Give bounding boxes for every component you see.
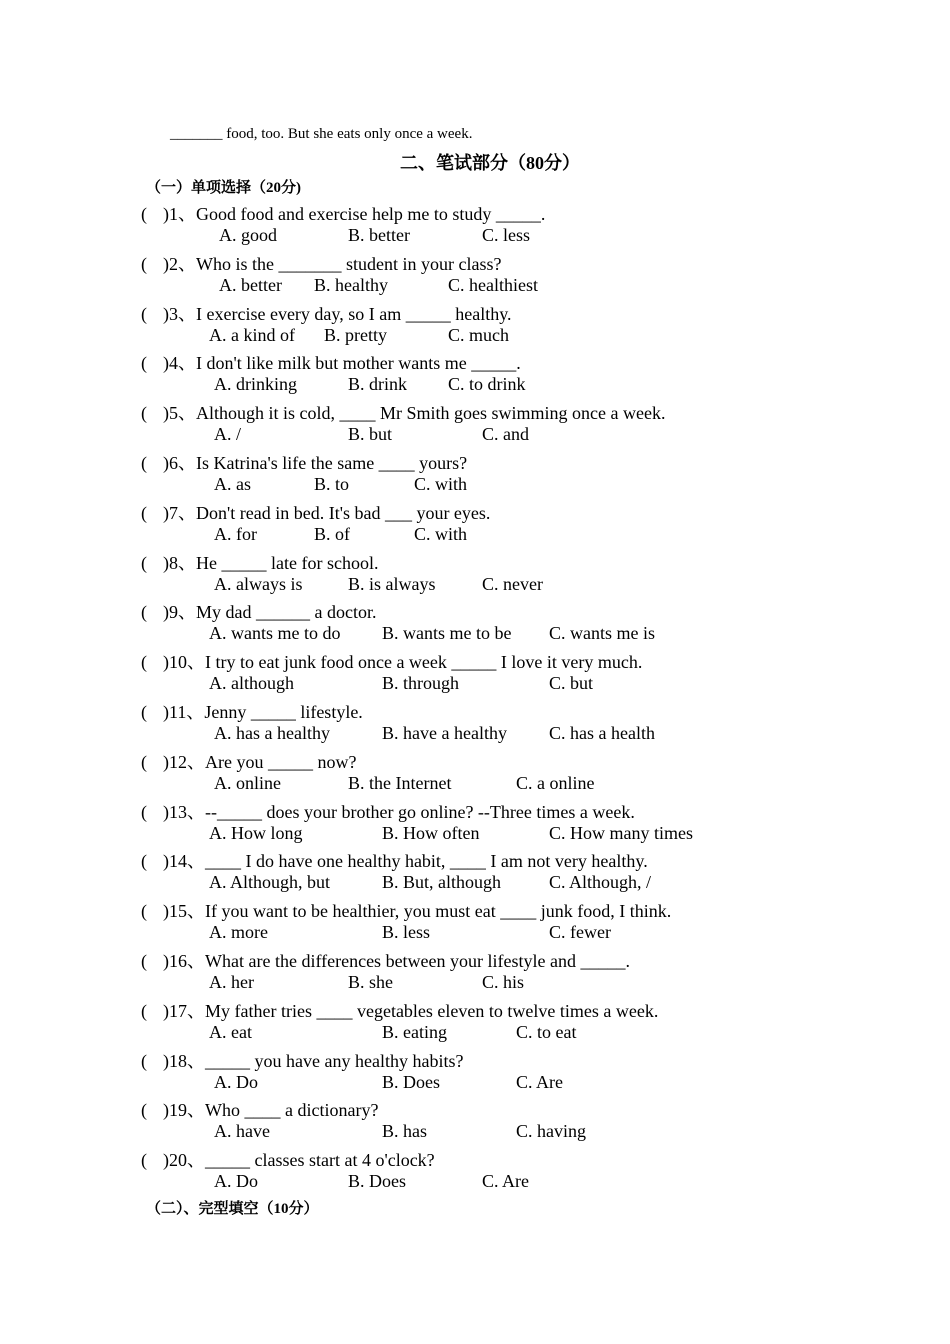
option-a: A. as	[214, 474, 251, 494]
question-number: )4、	[163, 353, 196, 374]
question-text: Good food and exercise help me to study _____.	[196, 204, 546, 224]
option-c: C. his	[482, 972, 525, 992]
question-text: _____ you have any healthy habits?	[205, 1050, 464, 1071]
answer-bracket[interactable]: (	[141, 801, 147, 822]
option-a: A. good	[219, 225, 277, 245]
option-c: C. and	[482, 424, 529, 445]
option-c: C. Are	[482, 1171, 529, 1192]
question-text: ____ I do have one healthy habit, ____ I am not very healthy.	[205, 851, 648, 872]
option-b: B. has	[382, 1121, 427, 1142]
question-20	[141, 1146, 435, 1172]
question-number: )14、	[163, 851, 205, 872]
option-b: B. less	[382, 922, 431, 943]
question-3	[141, 300, 512, 326]
option-a: A. Do	[214, 1071, 258, 1092]
option-c: C. to drink	[448, 374, 526, 395]
question-number: )7、	[163, 502, 196, 523]
option-c: C. never	[482, 573, 543, 594]
answer-bracket[interactable]: (	[141, 204, 147, 224]
option-a: A. have	[214, 1121, 270, 1142]
answer-bracket[interactable]: (	[141, 702, 147, 722]
option-c: C. a online	[516, 772, 595, 793]
option-a: A. drinking	[214, 374, 297, 395]
question-text: If you want to be healthier, you must eat ____ junk food, I think.	[205, 901, 672, 922]
option-c: C. less	[482, 225, 531, 245]
option-a: A. How long	[209, 822, 303, 843]
answer-bracket[interactable]: (	[141, 951, 147, 971]
option-a: A. always is	[214, 573, 303, 594]
question-number: )19、	[163, 1100, 205, 1121]
question-text: Is Katrina's life the same ____ yours?	[196, 453, 468, 473]
option-b: B. she	[348, 972, 393, 992]
question-11	[141, 698, 363, 724]
option-b: B. drink	[348, 374, 408, 395]
answer-bracket[interactable]: (	[141, 901, 147, 922]
question-15	[141, 897, 671, 923]
question-4	[141, 349, 521, 375]
answer-bracket[interactable]: (	[141, 253, 147, 274]
question-12	[141, 748, 356, 774]
option-a: A. better	[219, 274, 282, 295]
question-2	[141, 250, 501, 276]
option-b: B. eating	[382, 1021, 447, 1042]
option-a: A. more	[209, 922, 268, 943]
answer-bracket[interactable]: (	[141, 453, 147, 473]
part2-title: （二）、完型填空（10分）	[146, 1201, 319, 1217]
option-b: B. How often	[382, 822, 480, 843]
option-b: B. of	[314, 523, 350, 544]
option-a: A. Although, but	[209, 872, 331, 893]
option-c: C. with	[414, 523, 468, 544]
answer-bracket[interactable]: (	[141, 602, 147, 623]
carryover-line: _______ food, too. But she eats only once a week.	[170, 126, 473, 142]
answer-bracket[interactable]: (	[141, 652, 147, 673]
option-a: A. wants me to do	[209, 623, 341, 644]
question-17	[141, 997, 658, 1023]
question-text: He _____ late for school.	[196, 552, 379, 573]
question-text: Who is the _______ student in your class?	[196, 253, 502, 274]
question-6	[141, 449, 467, 475]
question-text: _____ classes start at 4 o'clock?	[205, 1150, 435, 1171]
question-number: )1、	[163, 204, 196, 224]
answer-bracket[interactable]: (	[141, 502, 147, 523]
option-b: B. to	[314, 474, 350, 494]
section-title: 二、笔试部分（80分）	[400, 153, 580, 173]
question-number: )6、	[163, 453, 196, 473]
question-number: )16、	[163, 951, 205, 971]
option-b: B. But, although	[382, 872, 502, 893]
question-number: )3、	[163, 303, 196, 324]
option-c: C. wants me is	[549, 623, 655, 644]
option-c: C. How many times	[549, 822, 693, 843]
question-number: )9、	[163, 602, 196, 623]
question-number: )15、	[163, 901, 205, 922]
question-number: )5、	[163, 403, 196, 424]
question-number: )17、	[163, 1000, 205, 1021]
option-b: B. healthy	[314, 274, 388, 295]
question-7	[141, 499, 490, 525]
question-16	[141, 947, 630, 973]
option-b: B. wants me to be	[382, 623, 512, 644]
question-text: Who ____ a dictionary?	[205, 1100, 379, 1121]
option-c: C. but	[549, 673, 594, 694]
question-10	[141, 648, 642, 674]
option-a: A. Do	[214, 1171, 258, 1192]
option-a: A. her	[209, 972, 254, 992]
question-14	[141, 847, 648, 873]
question-text: My father tries ____ vegetables eleven to twelve times a week.	[205, 1000, 659, 1021]
question-text: Jenny _____ lifestyle.	[204, 702, 363, 722]
answer-bracket[interactable]: (	[141, 303, 147, 324]
option-c: C. Although, /	[549, 872, 652, 893]
option-b: B. is always	[348, 573, 436, 594]
question-number: )10、	[163, 652, 205, 673]
option-b: B. have a healthy	[382, 723, 507, 743]
option-a: A. a kind of	[209, 324, 295, 345]
question-text: My dad ______ a doctor.	[196, 602, 377, 623]
option-b: B. Does	[348, 1171, 406, 1192]
option-a: A. eat	[209, 1021, 252, 1042]
question-text: --_____ does your brother go online? --Three times a week.	[205, 801, 635, 822]
answer-bracket[interactable]: (	[141, 403, 147, 424]
question-text: I try to eat junk food once a week _____ I love it very much.	[205, 652, 643, 673]
answer-bracket[interactable]: (	[141, 1150, 147, 1171]
question-number: )8、	[163, 552, 196, 573]
question-number: )20、	[163, 1150, 205, 1171]
option-c: C. much	[448, 324, 509, 345]
option-a: A. /	[214, 424, 241, 445]
question-9	[141, 598, 376, 624]
question-number: )11、	[163, 702, 205, 722]
question-number: )2、	[163, 253, 196, 274]
question-19	[141, 1096, 378, 1122]
question-text: I exercise every day, so I am _____ healthy.	[196, 303, 512, 324]
answer-bracket[interactable]: (	[141, 552, 147, 573]
option-c: C. to eat	[516, 1021, 577, 1042]
option-b: B. but	[348, 424, 393, 445]
question-text: What are the differences between your lifestyle and _____.	[205, 951, 630, 971]
answer-bracket[interactable]: (	[141, 353, 147, 374]
option-b: B. pretty	[324, 324, 387, 345]
option-b: B. through	[382, 673, 460, 694]
option-c: C. healthiest	[448, 274, 538, 295]
option-c: C. with	[414, 474, 468, 494]
option-b: B. better	[348, 225, 410, 245]
question-number: )12、	[163, 751, 205, 772]
question-text: I don't like milk but mother wants me _____.	[196, 353, 521, 374]
option-a: A. online	[214, 772, 281, 793]
question-13	[141, 798, 635, 824]
answer-bracket[interactable]: (	[141, 851, 147, 872]
question-1	[141, 200, 545, 226]
question-5	[141, 399, 665, 425]
question-text: Don't read in bed. It's bad ___ your eyes.	[196, 502, 491, 523]
option-b: B. the Internet	[348, 772, 452, 793]
answer-bracket[interactable]: (	[141, 751, 147, 772]
option-c: C. fewer	[549, 922, 611, 943]
option-c: C. Are	[516, 1071, 563, 1092]
option-c: C. having	[516, 1121, 586, 1142]
question-number: )13、	[163, 801, 205, 822]
question-number: )18、	[163, 1050, 205, 1071]
part1-title: （一）单项选择（20分)	[146, 180, 301, 196]
option-a: A. has a healthy	[214, 723, 330, 743]
option-c: C. has a health	[549, 723, 655, 743]
question-18	[141, 1047, 463, 1073]
question-text: Are you _____ now?	[205, 751, 357, 772]
answer-bracket[interactable]: (	[141, 1000, 147, 1021]
option-b: B. Does	[382, 1071, 440, 1092]
question-text: Although it is cold, ____ Mr Smith goes swimming once a week.	[196, 403, 666, 424]
answer-bracket[interactable]: (	[141, 1100, 147, 1121]
question-8	[141, 549, 378, 575]
option-a: A. for	[214, 523, 257, 544]
answer-bracket[interactable]: (	[141, 1050, 147, 1071]
option-a: A. although	[209, 673, 294, 694]
